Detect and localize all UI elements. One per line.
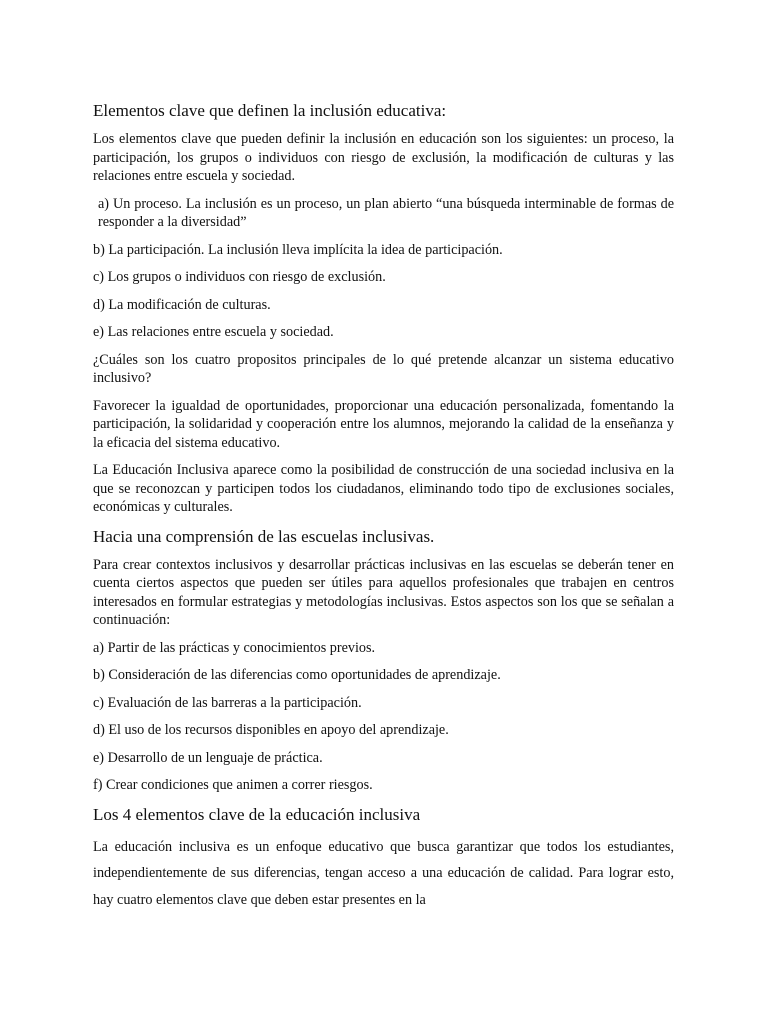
aspect-item-f: f) Crear condiciones que animen a correr riesgos. (93, 777, 373, 793)
list-item-e: e) Las relaciones entre escuela y sociedad. (93, 324, 334, 340)
paragraph-intro: Los elementos clave que pueden definir la inclusión en educación son los siguientes: un proceso, la participación, los grupos o individuos con riesgo de exclusión, la modificación de culturas y las relaciones entre escuela y sociedad. (93, 131, 674, 184)
paragraph-schools-intro: Para crear contextos inclusivos y desarrollar prácticas inclusivas en las escuelas se deberán tener en cuenta ciertos aspectos que pueden ser útiles para aquellos profesionales que trabajen en centros interesados en formular estrategias y metodologías inclusivas. Estos aspectos son los que se señalan a continuación: (93, 556, 674, 628)
section-heading-four-elements: Los 4 elementos clave de la educación inclusiva (93, 804, 421, 824)
list-item-b: b) La participación. La inclusión lleva implícita la idea de participación. (93, 241, 503, 258)
document-page (93, 100, 674, 913)
aspect-item-b: b) Consideración de las diferencias como oportunidades de aprendizaje. (93, 667, 501, 683)
section-heading-inclusive-schools: Hacia una comprensión de las escuelas inclusivas. (93, 526, 435, 546)
paragraph-answer: Favorecer la igualdad de oportunidades, proporcionar una educación personalizada, fomentando la participación, la solidaridad y cooperación entre los alumnos, mejorando la calidad de la enseñanza y la eficacia del sistema educativo. (93, 397, 674, 451)
aspect-item-a: a) Partir de las prácticas y conocimientos previos. (93, 639, 376, 656)
aspect-item-c: c) Evaluación de las barreras a la participación. (93, 694, 362, 711)
section-heading-inclusion-elements: Elementos clave que definen la inclusión educativa: (93, 101, 447, 120)
list-item-a: a) Un proceso. La inclusión es un proceso, un plan abierto “una búsqueda interminable de formas de responder a la diversidad” (98, 195, 674, 230)
paragraph-closing: La Educación Inclusiva aparece como la posibilidad de construcción de una sociedad inclusiva en la que se reconozcan y participen todos los ciudadanos, eliminando todo tipo de exclusiones sociales, económicas y culturales. (93, 462, 674, 515)
aspect-item-e: e) Desarrollo de un lenguaje de práctica. (93, 749, 323, 766)
list-item-d: d) La modificación de culturas. (93, 296, 271, 313)
paragraph-question: ¿Cuáles son los cuatro propositos principales de lo qué pretende alcanzar un sistema educativo inclusivo? (93, 351, 674, 386)
aspect-item-d: d) El uso de los recursos disponibles en apoyo del aprendizaje. (93, 722, 449, 738)
paragraph-four-elements-intro: La educación inclusiva es un enfoque educativo que busca garantizar que todos los estudiantes, independientemente de sus diferencias, tengan acceso a una educación de calidad. Para lograr esto, hay cuatro elementos clave que deben estar presentes en la (93, 838, 674, 908)
list-item-c: c) Los grupos o individuos con riesgo de exclusión. (93, 269, 386, 285)
